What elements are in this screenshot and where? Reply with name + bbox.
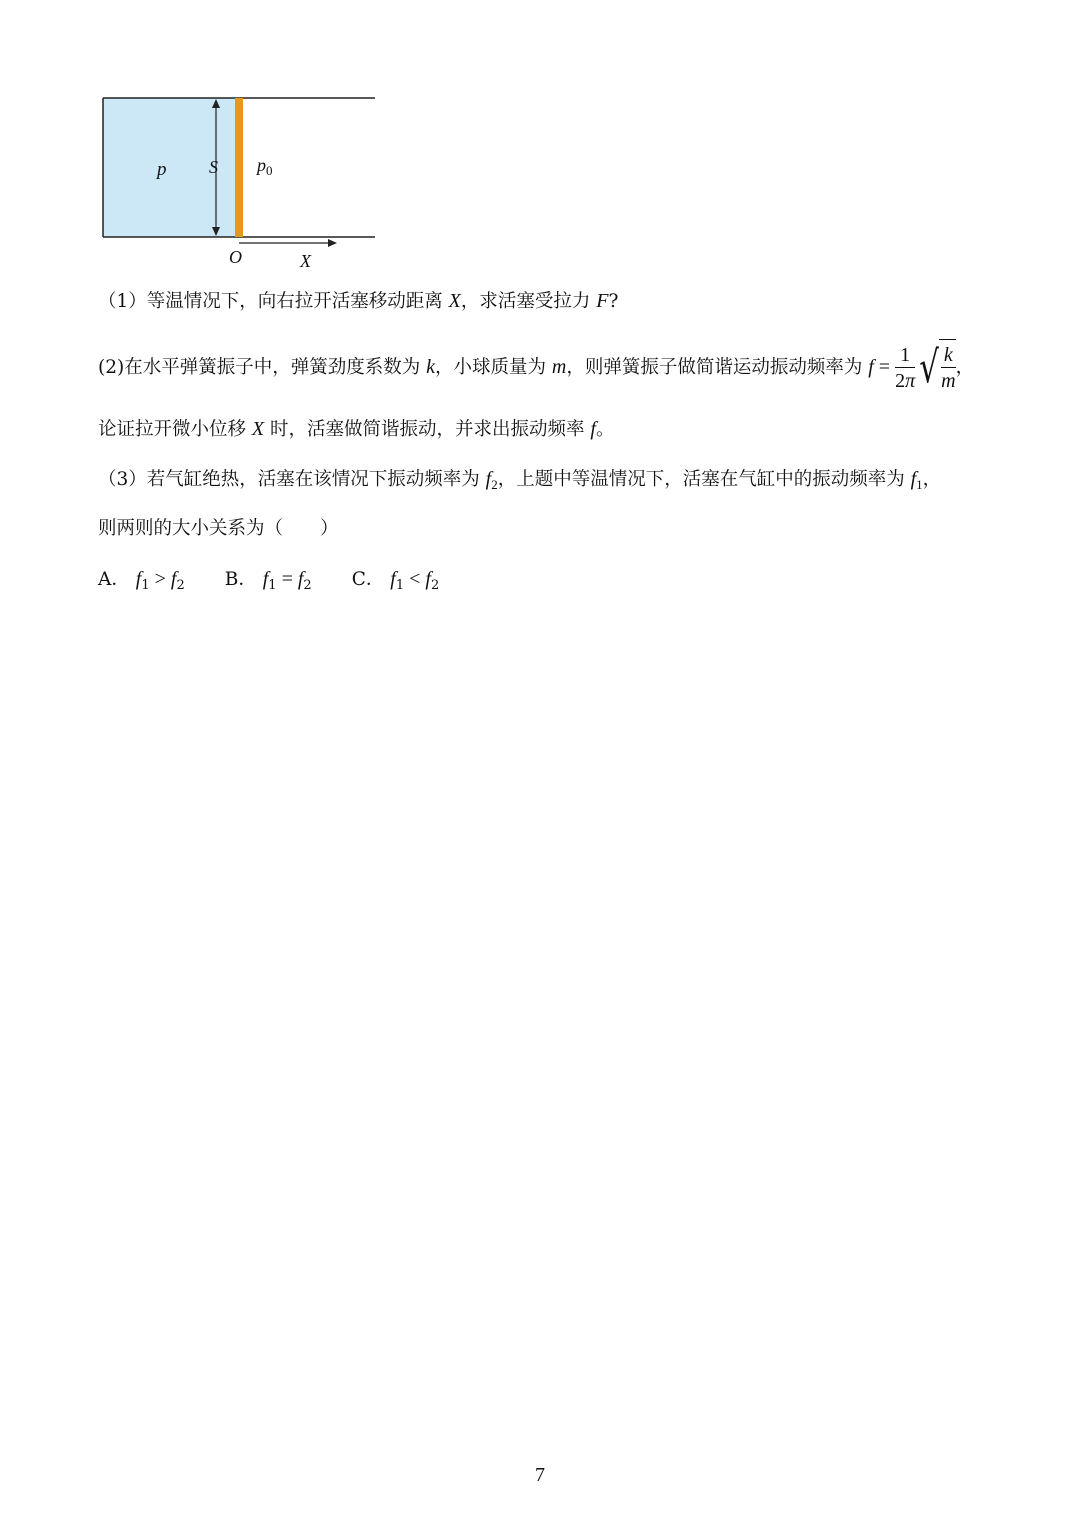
option-b[interactable]	[224, 568, 312, 593]
question-2-line-2	[98, 416, 614, 443]
fraction-den-pi: π	[905, 369, 916, 392]
option-b-letter: B．	[224, 569, 257, 590]
question-3-line-1	[98, 466, 941, 498]
option-b-lhs-sub: 1	[268, 578, 277, 593]
q3-f1	[911, 468, 923, 490]
sqrt-numerator: k	[941, 343, 955, 368]
q2-line2-var-f: f	[590, 418, 596, 440]
fraction-numerator: 1	[895, 343, 915, 368]
question-2-line-1	[98, 338, 974, 398]
q2-end: ，	[955, 357, 975, 378]
q3-text-mid: ，上题中等温情况下，活塞在气缸中的振动频率为	[497, 469, 911, 490]
option-a-rhs: f	[170, 568, 177, 590]
option-a-lhs: f	[135, 568, 142, 590]
page-number: 7	[535, 1464, 545, 1486]
gas-pressure-label: p	[157, 159, 167, 180]
fraction-denominator	[895, 368, 915, 394]
q3-text: （3）若气缸绝热，活塞在该情况下振动频率为	[98, 469, 486, 490]
q1-var-x: X	[448, 290, 461, 312]
q3-f2-base: f	[485, 468, 492, 490]
q1-end: ?	[608, 291, 619, 312]
fraction-den-two: 2	[895, 369, 906, 392]
answer-options	[98, 566, 439, 599]
q3-f1-sub: 1	[916, 477, 923, 492]
option-a-rhs-sub: 2	[176, 578, 185, 593]
formula-sqrt	[915, 339, 956, 398]
ambient-pressure-base: p	[257, 155, 266, 175]
option-c-letter: C．	[351, 569, 385, 590]
option-b-rhs: f	[297, 568, 304, 590]
q2-line2-var-x: X	[251, 418, 265, 440]
option-c-lhs: f	[390, 568, 396, 590]
q1-var-f: F	[596, 290, 609, 312]
sqrt-icon: √	[919, 342, 939, 393]
q3-f1-base: f	[910, 468, 917, 490]
q2-var-k: k	[426, 356, 435, 378]
option-c-lhs-sub: 1	[395, 578, 405, 593]
formula-eq: =	[873, 356, 896, 378]
q2-var-m: m	[551, 356, 567, 378]
option-b-op: =	[276, 568, 298, 590]
option-b-rhs-sub: 2	[303, 578, 312, 593]
q2-text-mid1: ，小球质量为	[434, 357, 552, 378]
question-1	[98, 288, 618, 315]
option-c[interactable]	[351, 568, 440, 593]
q3-f2-sub: 2	[491, 477, 498, 492]
origin-label: O	[229, 247, 242, 267]
option-c-op: <	[404, 568, 426, 590]
option-b-lhs: f	[262, 568, 269, 590]
q2-line2-end: 。	[595, 419, 615, 440]
q2-text-mid2: ，则弹簧振子做简谐运动振动频率为	[566, 357, 869, 378]
area-label: S	[209, 157, 218, 177]
q3-end: ，	[922, 469, 942, 490]
ambient-pressure-sub: 0	[266, 163, 273, 178]
formula-fraction	[895, 343, 915, 394]
formula-lhs: f	[868, 356, 874, 378]
q3-f2	[486, 468, 498, 490]
option-c-rhs: f	[425, 568, 431, 590]
q1-text-mid: ，求活塞受拉力	[460, 291, 597, 312]
q2-text: (2)在水平弹簧振子中，弹簧劲度系数为	[98, 357, 427, 378]
piston	[235, 98, 243, 237]
sqrt-denominator: m	[941, 370, 956, 392]
option-a-letter: A．	[98, 569, 130, 590]
q2-line2-mid: 时，活塞做简谐振动，并求出振动频率	[264, 419, 591, 440]
option-a-op: >	[149, 568, 171, 590]
q1-text: （1）等温情况下，向右拉开活塞移动距离	[98, 291, 449, 312]
question-3-line-2: 则两则的大小关系为（ ）	[98, 518, 339, 539]
option-a-lhs-sub: 1	[141, 578, 150, 593]
option-a[interactable]	[98, 568, 185, 593]
option-c-rhs-sub: 2	[430, 578, 440, 593]
displacement-arrow-head	[328, 239, 337, 247]
ambient-pressure-label	[257, 155, 273, 179]
q2-line2-text: 论证拉开微小位移	[98, 419, 252, 440]
x-axis-label: X	[300, 251, 311, 271]
